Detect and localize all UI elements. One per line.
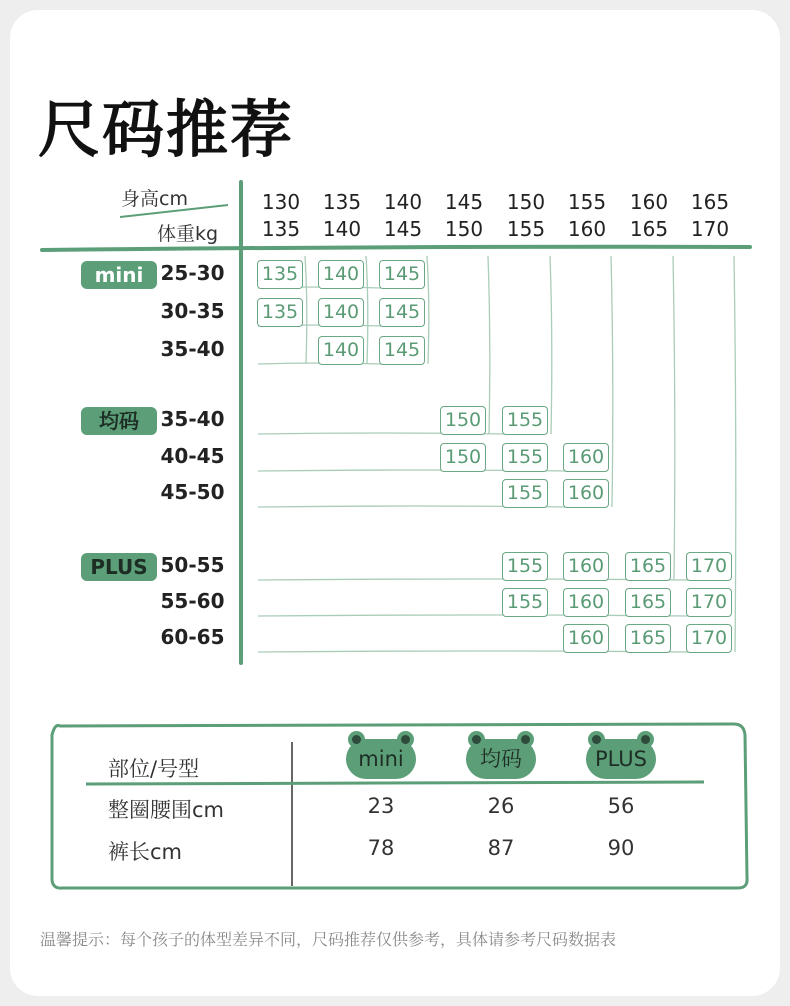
recommended-size-cell: 160 — [563, 479, 609, 508]
recommended-size-cell: 155 — [502, 588, 548, 617]
measurement-label: 整圈腰围cm — [108, 798, 225, 822]
height-column-header: 140 145 — [383, 190, 423, 241]
height-column-header: 135 140 — [322, 190, 362, 241]
column-guide-line — [550, 256, 552, 434]
column-guide-line — [488, 256, 490, 434]
weight-range-label: 50-55 — [160, 553, 225, 577]
weight-range-label: 30-35 — [160, 299, 225, 323]
recommended-size-cell: 170 — [686, 588, 732, 617]
measurement-label: 裤长cm — [108, 840, 183, 864]
tip-note: 温馨提示：每个孩子的体型差异不同，尺码推荐仅供参考，具体请参考尺码数据表 — [40, 930, 617, 949]
measurement-value: 78 — [367, 836, 395, 860]
size-header-pill: 均码 — [466, 739, 536, 779]
measurement-value: 87 — [487, 836, 515, 860]
recommended-size-cell: 165 — [625, 552, 671, 581]
recommended-size-cell: 170 — [686, 624, 732, 653]
weight-axis-label: 体重kg — [157, 223, 219, 245]
size-group-badge: PLUS — [81, 553, 157, 581]
recommended-size-cell: 150 — [440, 406, 486, 435]
recommended-size-cell: 160 — [563, 624, 609, 653]
height-column-header: 145 150 — [444, 190, 484, 241]
measurement-value: 26 — [487, 794, 515, 818]
column-guide-line — [427, 256, 429, 364]
recommended-size-cell: 135 — [257, 298, 303, 327]
weight-range-label: 35-40 — [160, 337, 225, 361]
height-column-header: 160 165 — [629, 190, 669, 241]
weight-range-label: 60-65 — [160, 625, 225, 649]
recommended-size-cell: 165 — [625, 588, 671, 617]
recommended-size-cell: 145 — [379, 298, 425, 327]
measurement-value: 90 — [607, 836, 635, 860]
height-column-header: 130 135 — [261, 190, 301, 241]
weight-range-label: 55-60 — [160, 589, 225, 613]
recommended-size-cell: 140 — [318, 260, 364, 289]
weight-range-label: 35-40 — [160, 407, 225, 431]
weight-range-label: 25-30 — [160, 261, 225, 285]
recommended-size-cell: 145 — [379, 260, 425, 289]
size-header-pill: mini — [346, 739, 416, 779]
page-title: 尺码推荐 — [38, 93, 295, 166]
size-group-badge: mini — [81, 261, 157, 289]
recommended-size-cell: 140 — [318, 336, 364, 365]
recommended-size-cell: 155 — [502, 443, 548, 472]
height-column-header: 165 170 — [690, 190, 730, 241]
recommended-size-cell: 160 — [563, 588, 609, 617]
size-group-badge: 均码 — [81, 407, 157, 435]
height-axis-label: 身高cm — [121, 188, 188, 210]
recommended-size-cell: 165 — [625, 624, 671, 653]
recommended-size-cell: 170 — [686, 552, 732, 581]
recommended-size-cell: 155 — [502, 552, 548, 581]
height-column-header: 150 155 — [506, 190, 546, 241]
recommended-size-cell: 155 — [502, 406, 548, 435]
recommended-size-cell: 145 — [379, 336, 425, 365]
column-guide-line — [305, 256, 307, 364]
column-guide-line — [366, 256, 368, 364]
height-column-header: 155 160 — [567, 190, 607, 241]
recommended-size-cell: 155 — [502, 479, 548, 508]
measurement-value: 56 — [607, 794, 635, 818]
column-guide-line — [673, 256, 675, 580]
recommended-size-cell: 150 — [440, 443, 486, 472]
weight-range-label: 40-45 — [160, 444, 225, 468]
recommended-size-cell: 140 — [318, 298, 364, 327]
measurement-value: 23 — [367, 794, 395, 818]
column-guide-line — [611, 256, 613, 507]
size-header-pill: PLUS — [586, 739, 656, 779]
column-guide-line — [734, 256, 736, 652]
weight-range-label: 45-50 — [160, 480, 225, 504]
recommended-size-cell: 160 — [563, 443, 609, 472]
recommended-size-cell: 135 — [257, 260, 303, 289]
recommended-size-cell: 160 — [563, 552, 609, 581]
table-corner-label: 部位/号型 — [108, 757, 200, 781]
